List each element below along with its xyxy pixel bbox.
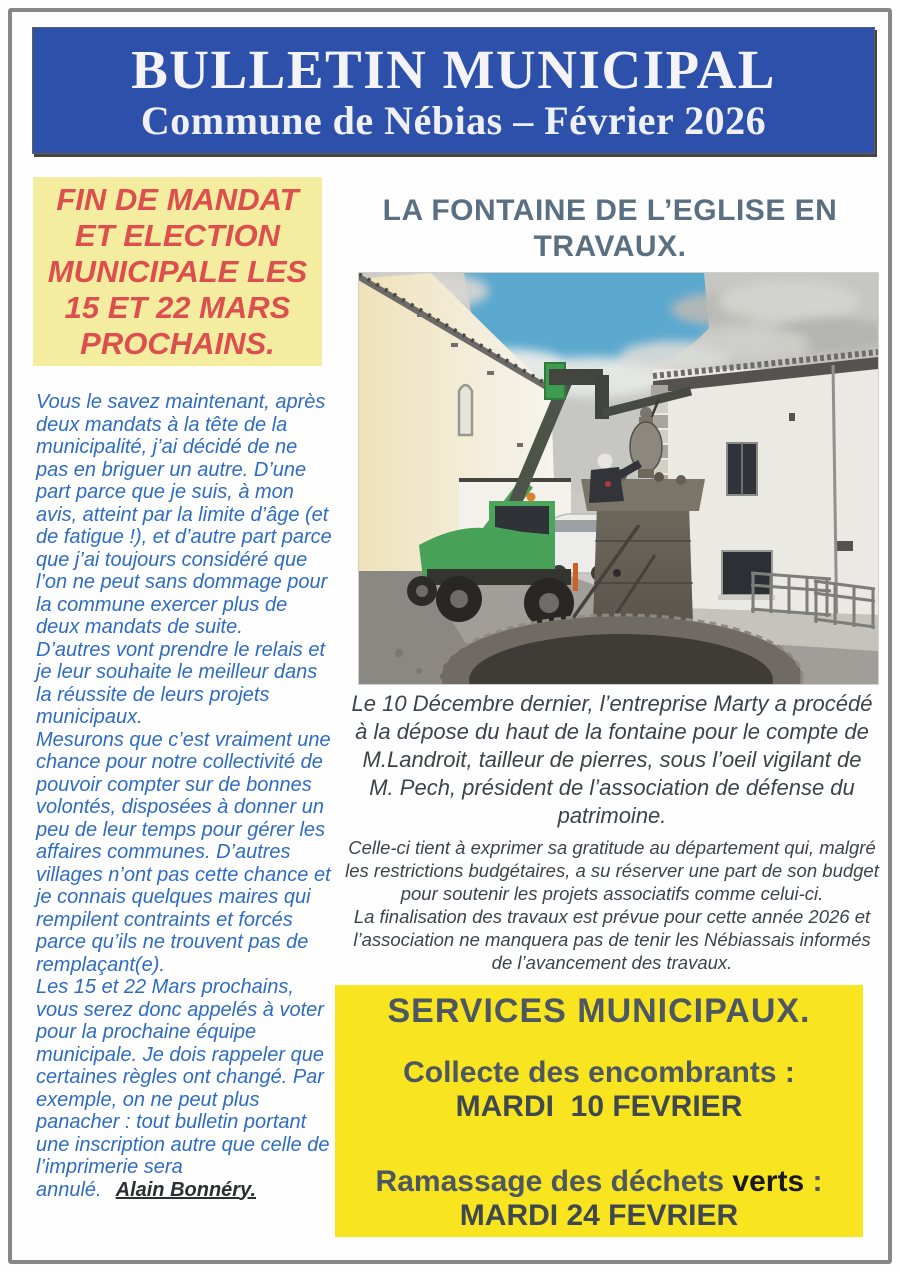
article-details xyxy=(342,836,882,974)
fountain-works-photo xyxy=(358,272,879,685)
services-box xyxy=(335,985,863,1237)
service-label-prefix: Ramassage des déchets xyxy=(375,1165,733,1198)
bulletin-title: BULLETIN MUNICIPAL xyxy=(131,38,776,100)
beacon-light xyxy=(527,493,536,502)
service-label: Collecte des encombrants : xyxy=(403,1056,795,1089)
service-label-suffix: : xyxy=(804,1165,823,1198)
photo-caption: Le 10 Décembre dernier, l’entreprise Marty a procédé à la dépose du haut de la fontaine pour le compte de M.Landroit, tailleur de pierres, sous l’oeil vigilant de M. Pech, président de l’association de défense du patrimoine. xyxy=(351,691,873,828)
service-date: MARDI 10 FEVRIER xyxy=(455,1090,743,1123)
election-notice-box xyxy=(33,177,322,366)
services-title: SERVICES MUNICIPAUX. xyxy=(387,992,811,1030)
mayor-paragraph-3: Mesurons que c’est vraiment une chance pour notre collectivité de pouvoir compter sur de bonnes volontés, disposées à donner un peu de leur temps pour gérer les affaires communes. D’autres villages n’ont pas cette chance et je connais quelques maires qui rempilent contraints et forcés parce qu’ils ne trouvent pas de remplaçant(e). xyxy=(36,728,331,976)
mayor-paragraph-1: Vous le savez maintenant, après deux mandats à la tête de la municipalité, j’ai décidé de ne pas en briguer un autre. D’une part parce que je suis, à mon avis, atteint par la limite d’âge (et de fatigue !), et d’autre part parce que j’ai toujours considéré que l’on ne peut sans dommage pour la commune exercer plus de deux mandats de suite. xyxy=(36,391,332,638)
fountain-photo-illustration xyxy=(359,273,878,684)
mayor-paragraph-2: D’autres vont prendre le relais et je leur souhaite le meilleur dans la réussite de leurs projets municipaux. xyxy=(36,638,326,728)
header-banner xyxy=(32,27,875,154)
bulletin-subtitle: Commune de Nébias – Février 2026 xyxy=(140,97,767,143)
mayor-paragraph-4 xyxy=(36,976,332,1201)
article-detail-2: La finalisation des travaux est prévue pour cette année 2026 et l’association ne manquera pas de tenir les Nébiassais informés de l’avancement des travaux. xyxy=(353,906,871,973)
service-label xyxy=(335,1165,863,1199)
marker-pole xyxy=(573,563,578,591)
service-label-emphasis: verts xyxy=(732,1165,805,1198)
service-date: MARDI 24 FEVRIER xyxy=(459,1199,739,1232)
article-title: LA FONTAINE DE L’EGLISE EN TRAVAUX. xyxy=(382,194,838,263)
election-notice-text: FIN DE MANDAT ET ELECTION MUNICIPALE LES 15 ET 22 MARS PROCHAINS. xyxy=(47,181,308,361)
service-item-encombrants xyxy=(335,1056,863,1124)
mayor-paragraph-4-text: Les 15 et 22 Mars prochains, vous serez donc appelés à voter pour la prochaine équipe municipale. Je dois rappeler que certaines règles ont changé. Par exemple, on ne peut plus panacher : tout bulletin portant une inscription autre que celle de l’imprimerie sera annulé. xyxy=(36,976,330,1201)
article-detail-1: Celle-ci tient à exprimer sa gratitude au département qui, malgré les restrictions budgétaires, a su réserver une part de son budget pour soutenir les projets associatifs comme celui-ci. xyxy=(345,837,879,904)
service-item-dechets-verts xyxy=(335,1165,863,1233)
mayor-signature: Alain Bonnéry. xyxy=(115,1178,257,1201)
mayor-message xyxy=(36,391,332,1201)
house-plaque xyxy=(837,541,853,551)
